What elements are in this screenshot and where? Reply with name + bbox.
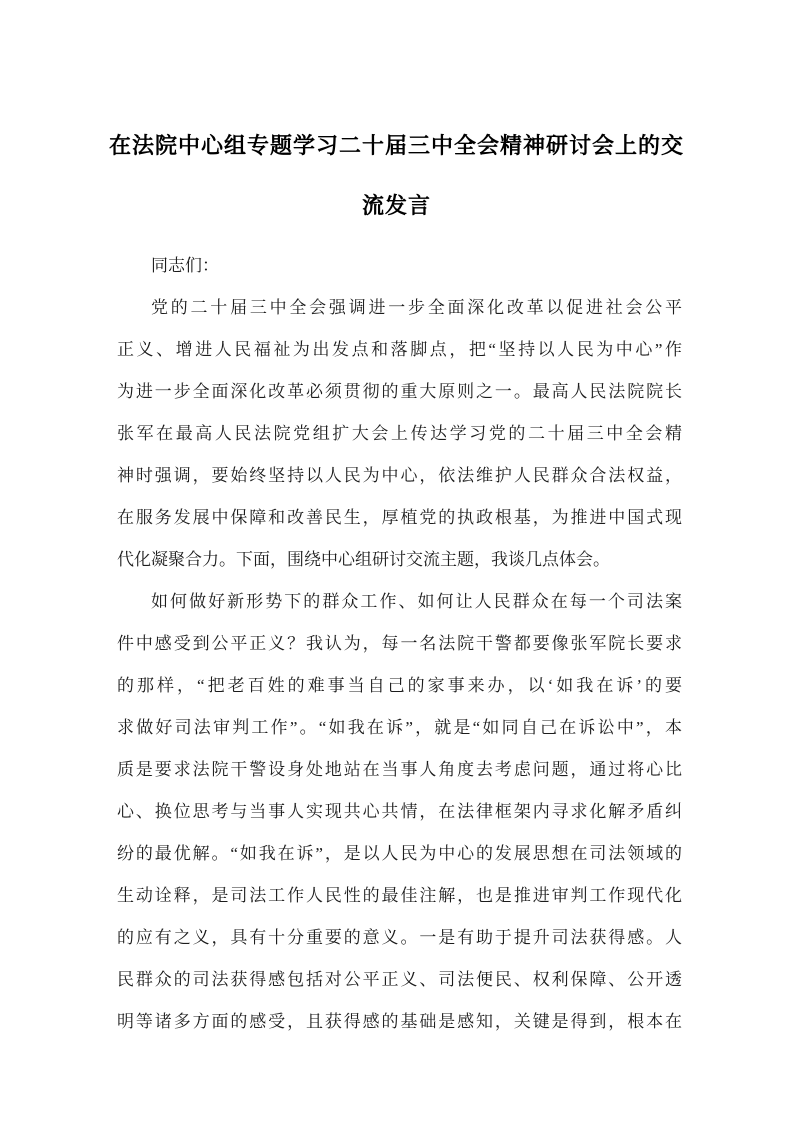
- body-line: 纷的最优解。“如我在诉”，是以人民为中心的发展思想在司法领域的: [117, 844, 682, 863]
- body-line: 代化凝聚合力。下面，围绕中心组研讨交流主题，我谈几点体会。: [117, 550, 610, 569]
- body-line: 的应有之义，具有十分重要的意义。一是有助于提升司法获得感。人: [117, 928, 682, 947]
- body-line: 民群众的司法获得感包括对公平正义、司法便民、权利保障、公开透: [117, 970, 682, 989]
- body-line: 的那样，“把老百姓的难事当自己的家事来办，以‘如我在诉’的要: [117, 676, 682, 695]
- body-line: 件中感受到公平正义？我认为，每一名法院干警都要像张军院长要求: [117, 634, 682, 653]
- body-line: 神时强调，要始终坚持以人民为中心，依法维护人民群众合法权益，: [117, 466, 682, 485]
- body-line: 正义、增进人民福祉为出发点和落脚点，把“坚持以人民为中心”作: [117, 340, 682, 359]
- body-line: 心、换位思考与当事人实现共心共情，在法律框架内寻求化解矛盾纠: [117, 802, 682, 821]
- page-title-line-2: 流发言: [361, 193, 431, 218]
- page-title-line-1: 在法院中心组专题学习二十届三中全会精神研讨会上的交: [108, 133, 684, 158]
- body-line: 生动诠释，是司法工作人民性的最佳注解，也是推进审判工作现代化: [117, 886, 682, 905]
- body-line: 同志们：: [151, 256, 219, 275]
- body-line: 求做好司法审判工作”。“如我在诉”，就是“如同自己在诉讼中”，本: [117, 718, 682, 737]
- body-line: 张军在最高人民法院党组扩大会上传达学习党的二十届三中全会精: [117, 424, 682, 443]
- body-line: 质是要求法院干警设身处地站在当事人角度去考虑问题，通过将心比: [117, 760, 682, 779]
- body-line: 为进一步全面深化改革必须贯彻的重大原则之一。最高人民法院院长: [117, 382, 682, 401]
- document-body: [117, 245, 682, 1043]
- body-line: 党的二十届三中全会强调进一步全面深化改革以促进社会公平: [151, 298, 682, 317]
- body-line: 在服务发展中保障和改善民生，厚植党的执政根基，为推进中国式现: [117, 508, 682, 527]
- page-title: [0, 116, 793, 236]
- body-line: 明等诸多方面的感受，且获得感的基础是感知，关键是得到，根本在: [117, 1012, 682, 1031]
- body-line: 如何做好新形势下的群众工作、如何让人民群众在每一个司法案: [151, 592, 682, 611]
